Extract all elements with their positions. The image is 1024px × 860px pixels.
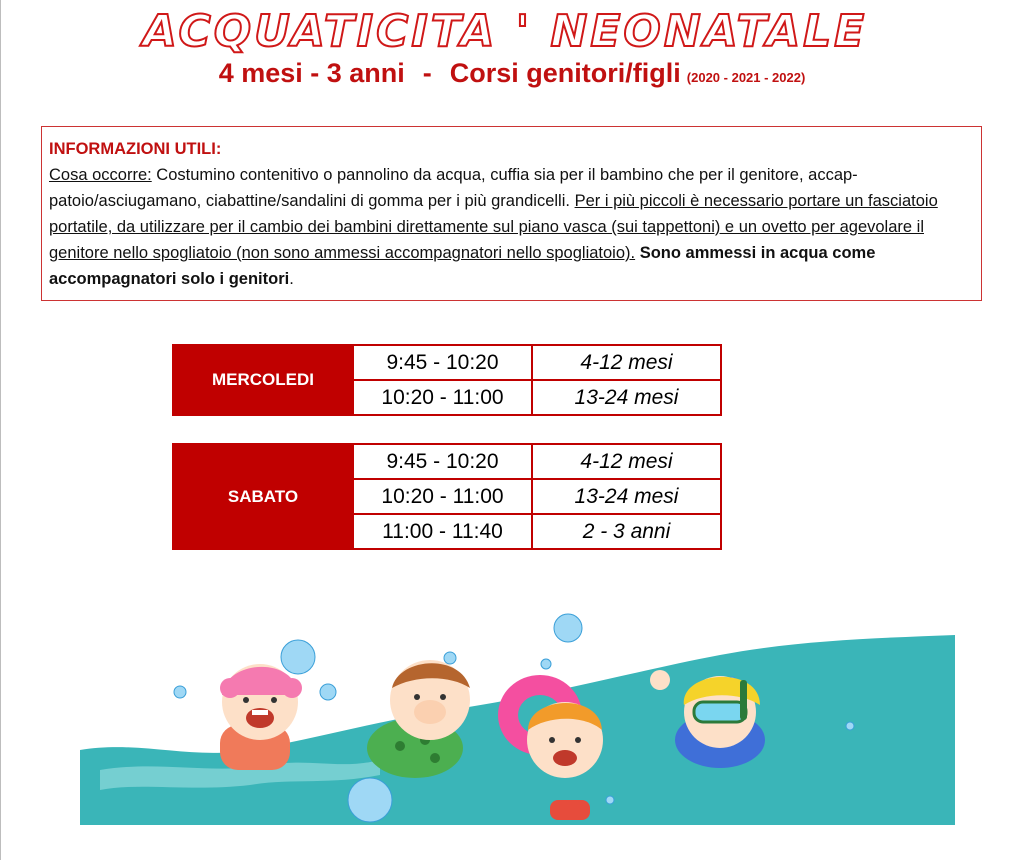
page-subtitle bbox=[0, 58, 1024, 89]
age-cell: 4-12 mesi bbox=[532, 345, 721, 380]
page-edge bbox=[0, 0, 1, 860]
schedule-wednesday bbox=[172, 344, 722, 416]
subtitle-years: (2020 - 2021 - 2022) bbox=[686, 70, 806, 85]
subtitle-age-range: 4 mesi - 3 anni bbox=[218, 58, 405, 88]
piccoli-text: Per i più piccoli è necessario portare un fasciatoio portatile, da utilizzare per il cambio dei bambini direttamente sul piano vasca (sui tappettoni) e un ovetto per agevolare il genitore nello spogliatoio (non sono ammessi accompagnatori nello spogliatoio). bbox=[49, 192, 938, 262]
ammessi-text: Sono ammessi in acqua come accompagnatori solo i genitori bbox=[49, 244, 876, 288]
info-heading: INFORMAZIONI UTILI: bbox=[49, 140, 222, 158]
age-cell: 13-24 mesi bbox=[532, 380, 721, 415]
swimming-kids-illustration bbox=[80, 600, 960, 830]
subtitle-course: Corsi genitori/figli bbox=[449, 58, 681, 88]
kid-girl-figure bbox=[220, 664, 302, 770]
schedule-saturday bbox=[172, 443, 722, 550]
day-cell-wednesday: MERCOLEDI bbox=[173, 345, 353, 415]
age-cell: 4-12 mesi bbox=[532, 444, 721, 479]
info-box bbox=[41, 126, 982, 301]
page-title: ACQUATICITA ' NEONATALE bbox=[142, 6, 868, 57]
info-paragraph bbox=[49, 162, 974, 292]
subtitle-separator: - bbox=[422, 58, 432, 88]
time-cell: 10:20 - 11:00 bbox=[353, 380, 532, 415]
cosa-occorre-label: Cosa occorre: bbox=[49, 166, 152, 184]
age-cell: 2 - 3 anni bbox=[532, 514, 721, 549]
time-cell: 10:20 - 11:00 bbox=[353, 479, 532, 514]
day-cell-saturday: SABATO bbox=[173, 444, 353, 549]
age-cell: 13-24 mesi bbox=[532, 479, 721, 514]
time-cell: 9:45 - 10:20 bbox=[353, 444, 532, 479]
table-row bbox=[173, 345, 721, 380]
table-row bbox=[173, 444, 721, 479]
cosa-occorre-text: Costumino contenitivo o pannolino da acqua, cuffia sia per il bambino che per il genitore, accap-patoio/asciugamano, ciabattine/sandalini di gomma per i più grandicelli. bbox=[49, 166, 858, 210]
ammessi-end: . bbox=[289, 270, 294, 288]
time-cell: 9:45 - 10:20 bbox=[353, 345, 532, 380]
time-cell: 11:00 - 11:40 bbox=[353, 514, 532, 549]
kid-boy-green-figure bbox=[367, 660, 470, 778]
